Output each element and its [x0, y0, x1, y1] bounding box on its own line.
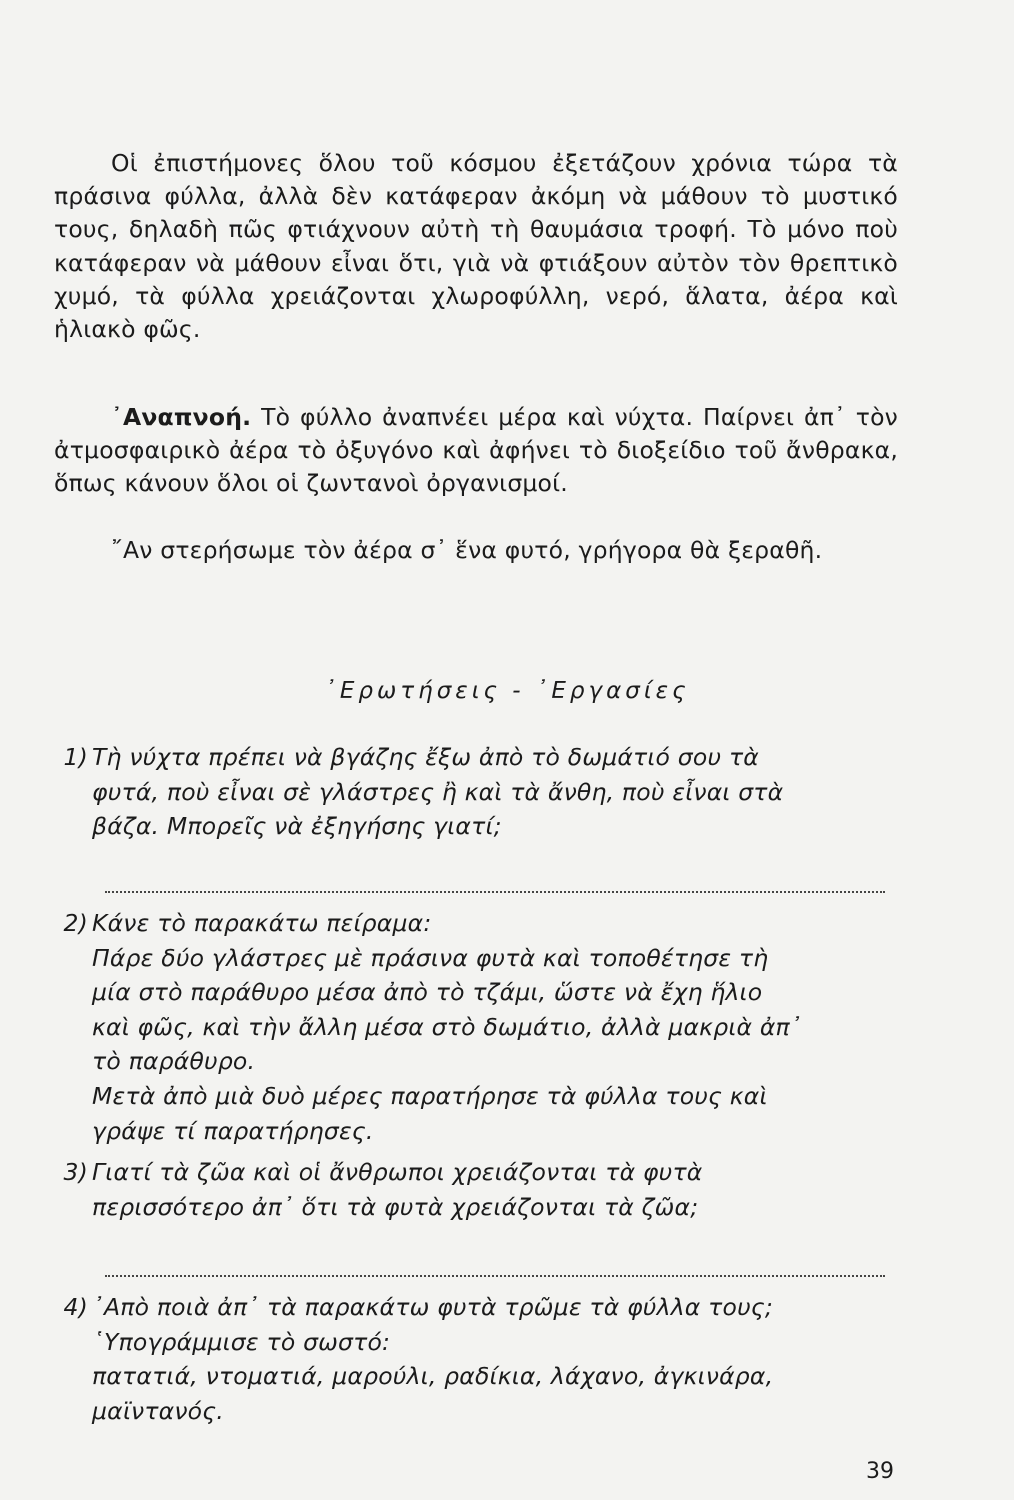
- question-number: 2): [63, 909, 88, 937]
- question-line: πατατιά, ντοματιά, μαρούλι, ραδίκια, λάχανο, ἀγκινάρα,: [92, 1362, 774, 1391]
- question-line: περισσότερο ἀπ᾿ ὅτι τὰ φυτὰ χρειάζονται τὰ ζῶα;: [92, 1192, 699, 1221]
- question-line: βάζα. Μπορεῖς νὰ ἐξηγήσης γιατί;: [92, 812, 502, 841]
- question-line: Κάνε τὸ παρακάτω πείραμα:: [92, 909, 432, 937]
- question-line: Πάρε δύο γλάστρες μὲ πράσινα φυτὰ καὶ τοποθέτησε τὴ: [92, 943, 769, 972]
- question-line: ῾Υπογράμμισε τὸ σωστό:: [92, 1327, 391, 1356]
- question-line: Μετὰ ἀπὸ μιὰ δυὸ μέρες παρατήρησε τὰ φύλλα τους καὶ: [92, 1081, 768, 1110]
- answer-line: [105, 1275, 885, 1277]
- paragraph-scientists: Οἱ ἐπιστήμονες ὅλου τοῦ κόσμου ἐξετάζουν χρόνια τώρα τὰ πράσινα φύλλα, ἀλλὰ δὲν κατάφεραν ἀκόμη νὰ μάθουν τὸ μυστικό τους, δηλαδὴ πῶς φτιάχνουν αὐτὴ τὴ θαυμάσια τροφή. Τὸ μόνο ποὺ κατάφεραν νὰ μάθουν εἶναι ὅτι, γιὰ νὰ φτιάξουν αὐτὸν τὸν θρεπτικὸ χυμό, τὰ φύλλα χρειάζονται χλωροφύλλη, νερό, ἅλατα, ἀέρα καὶ ἡλιακὸ φῶς.: [54, 149, 898, 344]
- question-line: γράψε τί παρατήρησες.: [92, 1116, 374, 1145]
- question-line: μία στὸ παράθυρο μέσα ἀπὸ τὸ τζάμι, ὥστε νὰ ἔχη ἥλιο: [92, 978, 763, 1007]
- question-line: Γιατί τὰ ζῶα καὶ οἱ ἄνθρωποι χρειάζονται τὰ φυτὰ: [92, 1158, 703, 1186]
- question-line: τὸ παράθυρο.: [92, 1047, 256, 1076]
- answer-line: [105, 891, 885, 893]
- paragraph-respiration: [54, 401, 898, 501]
- respiration-text: Τὸ φύλλο ἀναπνέει μέρα καὶ νύχτα. Παίρνει ἀπ᾿ τὸν ἀτμοσφαιρικὸ ἀέρα τὸ ὀξυγόνο καὶ ἀφήνει τὸ διοξείδιο τοῦ ἄνθρακα, ὅπως κάνουν ὅλοι οἱ ζωντανοὶ ὀργανισμοί.: [54, 403, 898, 498]
- question-line: Τὴ νύχτα πρέπει νὰ βγάζης ἔξω ἀπὸ τὸ δωμάτιό σου τὰ: [92, 743, 759, 771]
- page-number: 39: [866, 1459, 894, 1484]
- question-line: ᾿Απὸ ποιὰ ἀπ᾿ τὰ παρακάτω φυτὰ τρῶμε τὰ φύλλα τους;: [92, 1293, 774, 1321]
- question-number: 4): [63, 1293, 88, 1321]
- question-line: φυτά, ποὺ εἶναι σὲ γλάστρες ἢ καὶ τὰ ἄνθη, ποὺ εἶναι στὰ: [92, 777, 784, 806]
- section-heading: ᾿Ερωτήσεις - ᾿Εργασίες: [324, 678, 690, 704]
- paragraph-air: ῎Αν στερήσωμε τὸν ἀέρα σ᾿ ἕνα φυτό, γρήγορα θὰ ξεραθῆ.: [111, 536, 823, 564]
- question-line: καὶ φῶς, καὶ τὴν ἄλλη μέσα στὸ δωμάτιο, ἀλλὰ μακριὰ ἀπ᾿: [92, 1012, 802, 1041]
- question-line: μαϊντανός.: [92, 1396, 224, 1425]
- question-number: 1): [63, 743, 88, 771]
- question-number: 3): [63, 1158, 88, 1186]
- respiration-term: ᾿Αναπνοή.: [111, 403, 252, 431]
